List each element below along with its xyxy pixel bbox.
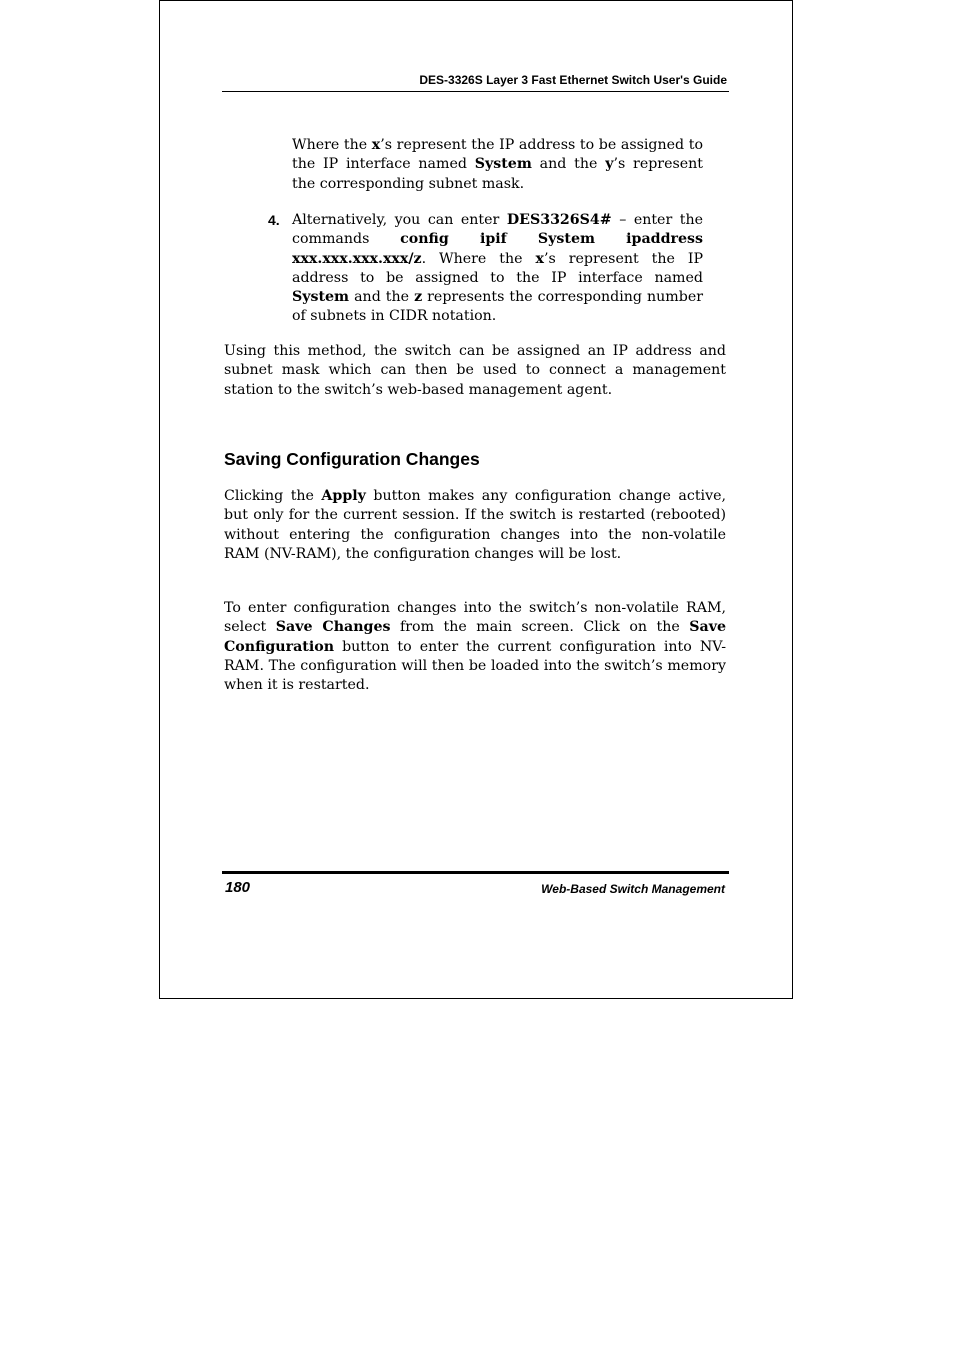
running-header: DES-3326S Layer 3 Fast Ethernet Switch User's Guide bbox=[419, 73, 727, 87]
section-heading: Saving Configuration Changes bbox=[224, 449, 480, 469]
footer-rule bbox=[222, 871, 729, 874]
step4-bold-command: config ipif System ipaddress xxx.xxx.xxx.xxx/z bbox=[292, 231, 703, 267]
step4-text-2: – enter the commands bbox=[292, 212, 703, 248]
page-number: 180 bbox=[225, 879, 251, 896]
para1-bold-system: System bbox=[474, 156, 532, 173]
paragraph-save-changes bbox=[224, 599, 726, 695]
para3-bold-apply: Apply bbox=[321, 488, 366, 504]
step4-text-3: . Where the bbox=[421, 250, 536, 267]
step4-text-5: and the bbox=[349, 289, 415, 306]
step-4-text bbox=[292, 211, 703, 327]
header-rule bbox=[222, 91, 729, 92]
footer-section-name: Web-Based Switch Management bbox=[541, 882, 725, 896]
step4-text-4: ’s represent the IP address to be assigned to the IP interface named bbox=[292, 250, 703, 286]
para1-text-1: Where the bbox=[292, 137, 372, 153]
step-number: 4. bbox=[268, 212, 280, 228]
step4-bold-system: System bbox=[292, 289, 350, 306]
step4-bold-z: z bbox=[414, 289, 423, 306]
step4-text-6: represents the corresponding number of subnets in CIDR notation. bbox=[292, 289, 703, 325]
para3-text-1: Clicking the bbox=[224, 488, 322, 504]
para1-bold-y: y bbox=[605, 156, 614, 173]
para4-bold-save-changes: Save Changes bbox=[275, 619, 391, 636]
para1-text-4: ’s represent the corresponding subnet mask. bbox=[292, 156, 703, 192]
para3-text-2: button makes any configuration change active, but only for the current session. If the switch is restarted (rebooted) without entering the configuration changes into the non-volatile RAM (NV-RAM), the configuration changes will be lost. bbox=[224, 488, 726, 562]
para1-text-3: and the bbox=[531, 156, 606, 173]
paragraph-apply-button bbox=[224, 487, 726, 564]
paragraph-method-summary: Using this method, the switch can be assigned an IP address and subnet mask which can then be used to connect a management station to the switch’s web-based management agent. bbox=[224, 343, 726, 398]
para4-bold-save-configuration: Save Configuration bbox=[224, 619, 726, 655]
para4-text-2: from the main screen. Click on the bbox=[390, 619, 690, 636]
step4-bold-prompt: DES3326S4# bbox=[506, 212, 612, 228]
para1-bold-x: x bbox=[371, 137, 381, 153]
para4-text-1: To enter configuration changes into the switch’s non-volatile RAM, select bbox=[224, 600, 726, 636]
step4-text-1: Alternatively, you can enter bbox=[292, 212, 507, 228]
para4-text-3: button to enter the current configuration into NV-RAM. The configuration will then be loaded into the switch’s memory when it is restarted. bbox=[224, 638, 726, 694]
step4-bold-x: x bbox=[535, 250, 544, 267]
paragraph-ip-representation bbox=[292, 136, 703, 194]
para1-text-2: ’s represent the IP address to be assigned to the IP interface named bbox=[292, 137, 703, 173]
